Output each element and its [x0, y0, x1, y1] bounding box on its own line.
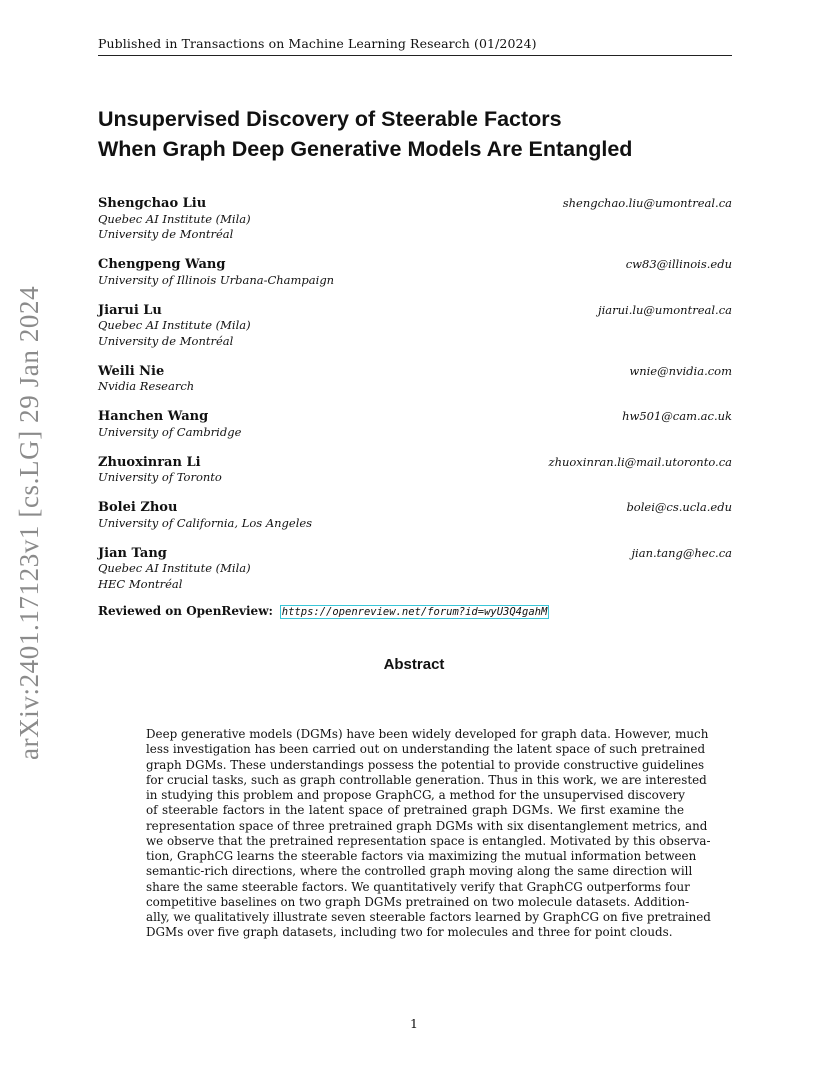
author-email: cw83@illinois.edu [625, 257, 732, 271]
author-email: bolei@cs.ucla.edu [626, 500, 732, 514]
author-email: wnie@nvidia.com [629, 363, 732, 378]
author-name: Jian Tang [98, 545, 167, 561]
author-affiliation: University of California, Los Angeles [98, 515, 313, 530]
abstract-line: tion, GraphCG learns the steerable factors via maximizing the mutual information between [146, 849, 697, 863]
author-email: jiarui.lu@umontreal.ca [598, 302, 732, 317]
author-list [98, 196, 732, 592]
abstract-line: Deep generative models (DGMs) have been widely developed for graph data. However, much [146, 727, 709, 741]
author-name: Bolei Zhou [98, 500, 178, 515]
title-line-2: When Graph Deep Generative Models Are Entangled [98, 137, 633, 161]
author-block [98, 364, 732, 395]
openreview-link[interactable]: https://openreview.net/forum?id=wyU3Q4gahM [281, 606, 548, 618]
author-block [98, 500, 732, 531]
abstract-line: less investigation has been carried out on understanding the latent space of such pretrained [146, 742, 706, 757]
abstract-text [146, 727, 711, 941]
author-affiliation: University of Cambridge [98, 424, 242, 439]
abstract-line: share the same steerable factors. We quantitatively verify that GraphCG outperforms four [146, 879, 690, 894]
author-affiliation: University of Toronto [98, 470, 222, 484]
author-block [98, 455, 732, 486]
author-affiliation: Quebec AI Institute (Mila) [98, 211, 251, 226]
author-affiliation: University de Montréal [98, 333, 234, 348]
author-name: Hanchen Wang [98, 409, 209, 424]
author-email: zhuoxinran.li@mail.utoronto.ca [548, 454, 732, 469]
abstract-line: graph DGMs. These understandings possess the potential to provide constructive guidelines [146, 757, 705, 772]
author-affiliation: University of Illinois Urbana-Champaign [98, 272, 335, 287]
author-affiliation: Quebec AI Institute (Mila) [98, 561, 251, 575]
author-block [98, 409, 732, 440]
author-email: shengchao.liu@umontreal.ca [562, 196, 732, 210]
author-affiliation: Quebec AI Institute (Mila) [98, 318, 251, 332]
author-block [98, 257, 732, 288]
abstract-line: competitive baselines on two graph DGMs pretrained on two molecule datasets. Addition- [146, 894, 690, 909]
author-affiliation: Nvidia Research [98, 379, 195, 393]
author-name: Chengpeng Wang [98, 257, 226, 272]
author-block [98, 546, 732, 593]
running-header: Published in Transactions on Machine Learning Research (01/2024) [98, 36, 732, 56]
author-name: Zhuoxinran Li [98, 454, 201, 470]
openreview-label: Reviewed on OpenReview: [98, 604, 273, 618]
page-number: 1 [410, 1016, 418, 1031]
author-name: Shengchao Liu [98, 196, 207, 211]
abstract-line: of steerable factors in the latent space of pretrained graph DGMs. We first examine the [146, 803, 684, 818]
author-name: Weili Nie [98, 363, 165, 379]
abstract-heading: Abstract [383, 656, 445, 673]
abstract-line: for crucial tasks, such as graph controllable generation. Thus in this work, we are interested [146, 772, 707, 787]
author-email: jian.tang@hec.ca [631, 545, 732, 560]
abstract-line: DGMs over five graph datasets, including two for molecules and three for point clouds. [146, 925, 673, 940]
paper-title [98, 104, 738, 164]
abstract-line: semantic-rich directions, where the controlled graph moving along the same direction will [146, 864, 693, 879]
abstract-line: ally, we qualitatively illustrate seven steerable factors learned by GraphCG on five pretrained [146, 910, 711, 924]
abstract-line: we observe that the pretrained representation space is entangled. Motivated by this observa- [146, 833, 711, 848]
arxiv-identifier: arXiv:2401.17123v1 [cs.LG] 29 Jan 2024 [14, 285, 44, 760]
author-name: Jiarui Lu [98, 302, 162, 318]
openreview-line [98, 604, 549, 618]
abstract-line: in studying this problem and propose GraphCG, a method for the unsupervised discovery [146, 788, 685, 802]
author-email: hw501@cam.ac.uk [622, 409, 732, 423]
author-affiliation: HEC Montréal [98, 576, 183, 591]
title-line-1: Unsupervised Discovery of Steerable Factors [98, 107, 562, 131]
author-block [98, 303, 732, 350]
author-block [98, 196, 732, 243]
author-affiliation: University de Montréal [98, 227, 234, 241]
abstract-line: representation space of three pretrained graph DGMs with six disentanglement metrics, and [146, 818, 708, 833]
